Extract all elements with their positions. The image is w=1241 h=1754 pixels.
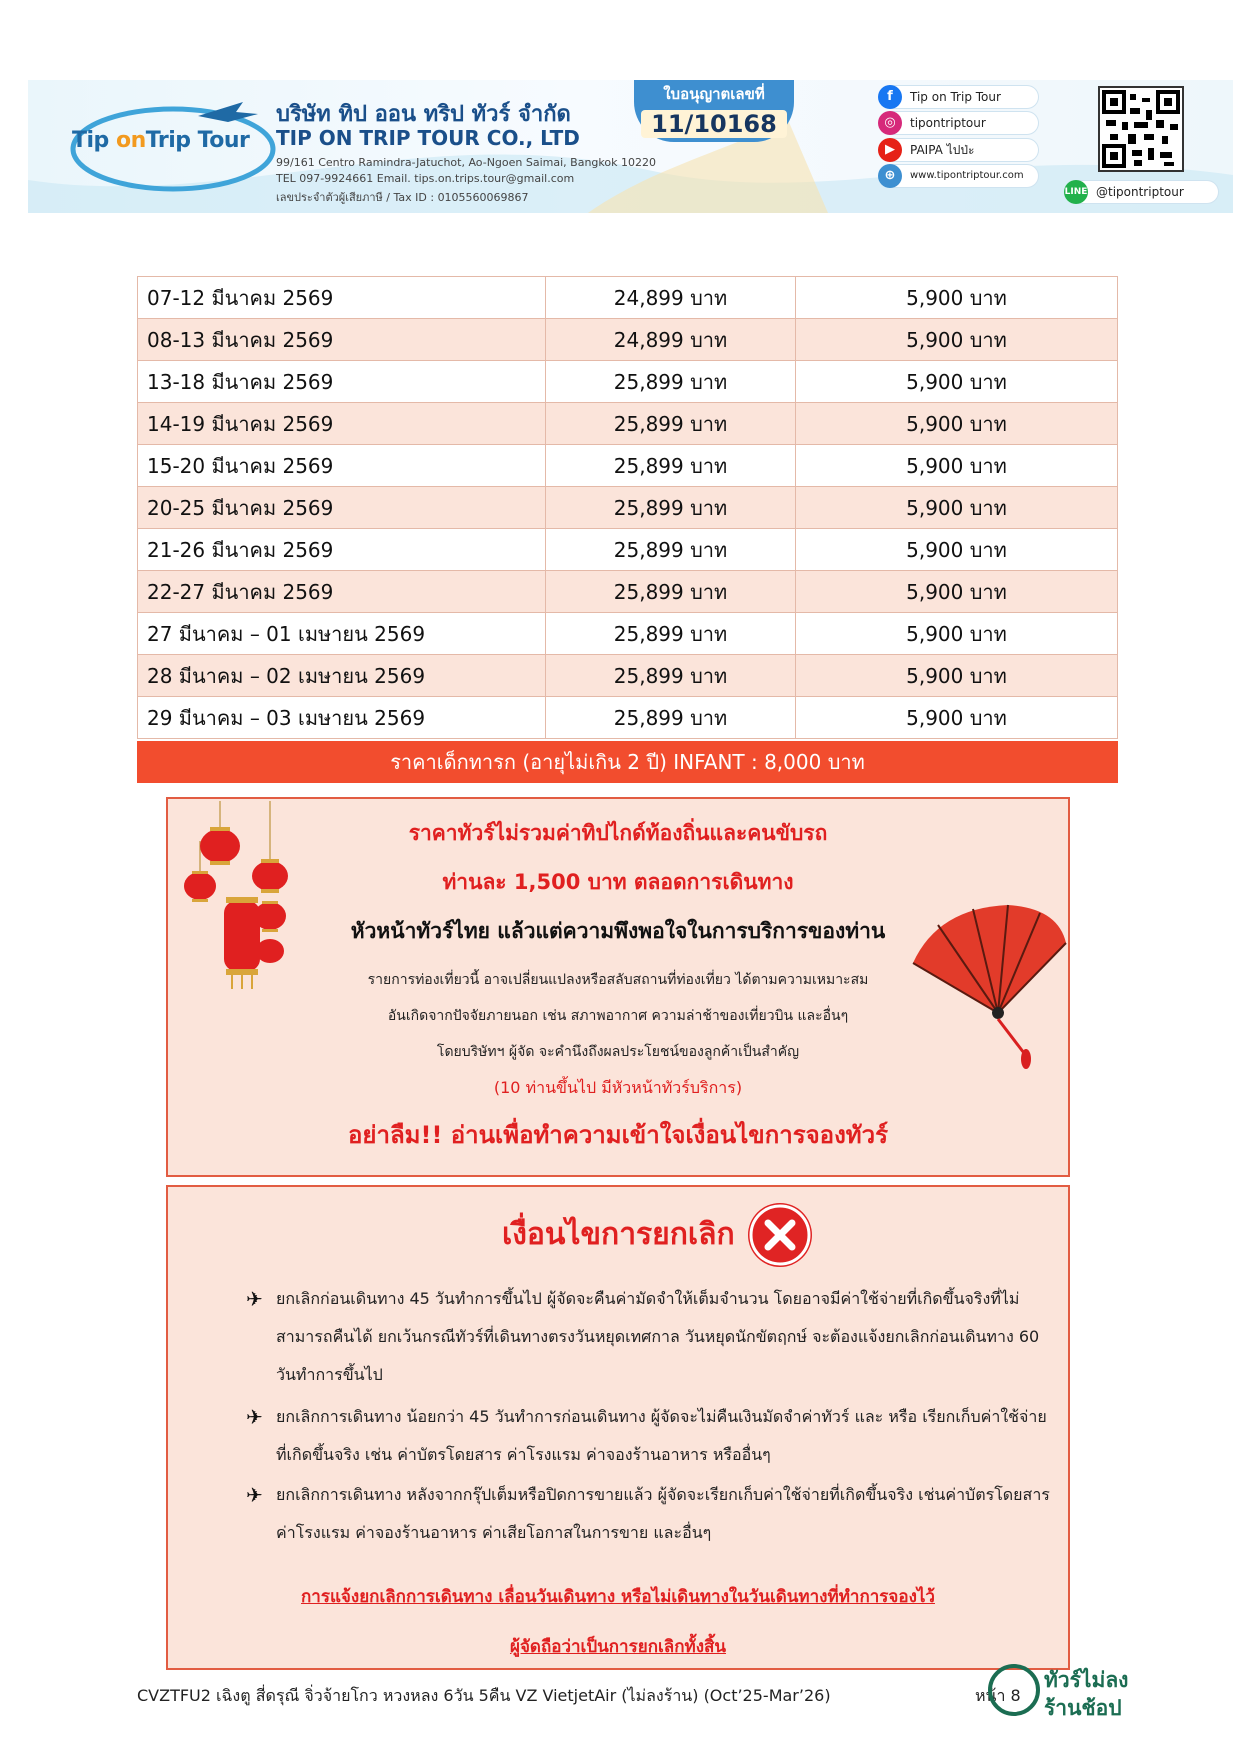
adult-price-cell: 25,899 บาท (546, 403, 796, 445)
no-shop-badge-line1: ทัวร์ไม่ลง (1044, 1668, 1129, 1692)
adult-price-cell: 25,899 บาท (546, 655, 796, 697)
adult-price-cell: 25,899 บาท (546, 487, 796, 529)
price-table (137, 276, 1118, 739)
departure-date-cell: 29 มีนาคม – 03 เมษายน 2569 (138, 697, 546, 739)
airplane-icon: ✈ (246, 1483, 263, 1507)
license-number: 11/10168 (641, 110, 787, 138)
table-row (138, 529, 1118, 571)
company-address: 99/161 Centro Ramindra-Jatuchot, Ao-Ngoen Saimai, Bangkok 10220 (276, 156, 656, 169)
logo-text: Tip onTrip Tour (72, 128, 250, 153)
company-contact: TEL 097-9924661 Email. tips.on.trips.tour@gmail.com (276, 172, 575, 185)
shopping-bag-icon (988, 1664, 1040, 1716)
single-supplement-cell: 5,900 บาท (796, 571, 1118, 613)
note-detail-3: โดยบริษัทฯ ผู้จัด จะคำนึงถึงผลประโยชน์ของลูกค้าเป็นสำคัญ (436, 1044, 800, 1060)
header-banner (28, 80, 1233, 213)
adult-price-cell: 25,899 บาท (546, 571, 796, 613)
single-supplement-cell: 5,900 บาท (796, 319, 1118, 361)
adult-price-cell: 25,899 บาท (546, 445, 796, 487)
cancel-condition-3: ยกเลิกการเดินทาง หลังจากกรุ๊ปเต็มหรือปิดการขายแล้ว ผู้จัดจะเรียกเก็บค่าใช้จ่ายที่เกิดขึ้นจริง เช่นค่าบัตรโดยสาร ค่าโรงแรม ค่าจองร้านอาหาร ค่าเสียโอกาสในการขาย และอื่นๆ (276, 1485, 1050, 1542)
facebook-icon: f (878, 85, 902, 109)
adult-price-cell: 25,899 บาท (546, 697, 796, 739)
table-row (138, 277, 1118, 319)
airplane-icon: ✈ (246, 1405, 263, 1429)
company-name-thai: บริษัท ทิป ออน ทริป ทัวร์ จำกัด (276, 102, 571, 127)
company-tax-id: เลขประจำตัวผู้เสียภาษี / Tax ID : 0105560069867 (276, 191, 529, 204)
page-number: หน้า 8 (975, 1686, 1021, 1705)
departure-date-cell: 27 มีนาคม – 01 เมษายน 2569 (138, 613, 546, 655)
website-icon: ⊕ (878, 164, 902, 188)
single-supplement-cell: 5,900 บาท (796, 277, 1118, 319)
instagram-icon: ◎ (878, 111, 902, 135)
table-row (138, 487, 1118, 529)
infant-price-bar: ราคาเด็กทารก (อายุไม่เกิน 2 ปี) INFANT : 8,000 บาท (137, 741, 1118, 783)
note-tip-amount: ท่านละ 1,500 บาท ตลอดการเดินทาง (442, 870, 794, 894)
adult-price-cell: 24,899 บาท (546, 277, 796, 319)
departure-date-cell: 14-19 มีนาคม 2569 (138, 403, 546, 445)
license-badge (634, 80, 794, 142)
social-line[interactable]: LINE @tipontriptour (1068, 181, 1218, 203)
note-read-conditions: อย่าลืม!! อ่านเพื่อทำความเข้าใจเงื่อนไขการจองทัวร์ (348, 1121, 888, 1149)
departure-date-cell: 07-12 มีนาคม 2569 (138, 277, 546, 319)
note-tip-line: ราคาทัวร์ไม่รวมค่าทิปไกด์ท้องถิ่นและคนขับรถ (408, 821, 828, 845)
social-website[interactable]: ⊕ www.tipontriptour.com (882, 165, 1038, 187)
adult-price-cell: 25,899 บาท (546, 361, 796, 403)
table-row (138, 655, 1118, 697)
adult-price-cell: 25,899 บาท (546, 529, 796, 571)
table-row (138, 319, 1118, 361)
social-facebook[interactable]: f Tip on Trip Tour (882, 86, 1038, 108)
departure-date-cell: 08-13 มีนาคม 2569 (138, 319, 546, 361)
single-supplement-cell: 5,900 บาท (796, 655, 1118, 697)
airplane-icon: ✈ (246, 1287, 263, 1311)
close-icon (748, 1203, 812, 1267)
table-row (138, 361, 1118, 403)
cancellation-title: เงื่อนไขการยกเลิก (502, 1217, 735, 1252)
note-detail-2: อันเกิดจากปัจจัยภายนอก เช่น สภาพอากาศ ความล่าช้าของเที่ยวบิน และอื่นๆ (387, 1008, 849, 1024)
single-supplement-cell: 5,900 บาท (796, 361, 1118, 403)
qr-code (1098, 86, 1184, 172)
social-youtube[interactable]: ▶ PAIPA ไปป่ะ (882, 139, 1038, 161)
note-tour-leader-tip: หัวหน้าทัวร์ไทย แล้วแต่ความพึงพอใจในการบริการของท่าน (350, 919, 886, 943)
social-instagram[interactable]: ◎ tipontriptour (882, 112, 1038, 134)
departure-date-cell: 28 มีนาคม – 02 เมษายน 2569 (138, 655, 546, 697)
single-supplement-cell: 5,900 บาท (796, 529, 1118, 571)
footer-program-code: CVZTFU2 เฉิงตู สี่ดรุณี จิ่วจ้ายโกว หวงหลง 6วัน 5คืน VZ VietjetAir (ไม่ลงร้าน) (Oct’25-Mar’26) (137, 1686, 831, 1705)
single-supplement-cell: 5,900 บาท (796, 487, 1118, 529)
cancel-condition-1: ยกเลิกก่อนเดินทาง 45 วันทำการขึ้นไป ผู้จัดจะคืนค่ามัดจำให้เต็มจำนวน โดยอาจมีค่าใช้จ่ายที่เกิดขึ้นจริงที่ไม่ สามารถคืนได้ ยกเว้นกรณีทัวร์ที่เดินทางตรงวันหยุดเทศกาล วันหยุดนักขัตฤกษ์ จะต้องแจ้งยกเลิกก่อนเดินทาง 60 วันทำการขึ้นไป (276, 1289, 1040, 1384)
cancel-notice-1: การแจ้งยกเลิกการเดินทาง เลื่อนวันเดินทาง หรือไม่เดินทางในวันเดินทางที่ทำการจองไว้ (301, 1587, 935, 1607)
single-supplement-cell: 5,900 บาท (796, 697, 1118, 739)
youtube-icon: ▶ (878, 138, 902, 162)
single-supplement-cell: 5,900 บาท (796, 613, 1118, 655)
table-row (138, 445, 1118, 487)
adult-price-cell: 25,899 บาท (546, 613, 796, 655)
single-supplement-cell: 5,900 บาท (796, 403, 1118, 445)
price-table-body (138, 277, 1118, 739)
cancellation-box (166, 1185, 1070, 1670)
departure-date-cell: 13-18 มีนาคม 2569 (138, 361, 546, 403)
line-icon: LINE (1064, 180, 1088, 204)
cancel-notice-2: ผู้จัดถือว่าเป็นการยกเลิกทั้งสิ้น (509, 1637, 727, 1657)
cancel-condition-2: ยกเลิกการเดินทาง น้อยกว่า 45 วันทำการก่อนเดินทาง ผู้จัดจะไม่คืนเงินมัดจำค่าทัวร์ และ หรือ เรียกเก็บค่าใช้จ่าย ที่เกิดขึ้นจริง เช่น ค่าบัตรโดยสาร ค่าโรงแรม ค่าจองร้านอาหาร หรืออื่นๆ (276, 1407, 1047, 1464)
table-row (138, 697, 1118, 739)
adult-price-cell: 24,899 บาท (546, 319, 796, 361)
no-shop-badge-line2: ร้านช้อป (1044, 1696, 1122, 1720)
tour-note-box (166, 797, 1070, 1177)
departure-date-cell: 15-20 มีนาคม 2569 (138, 445, 546, 487)
single-supplement-cell: 5,900 บาท (796, 445, 1118, 487)
table-row (138, 403, 1118, 445)
table-row (138, 571, 1118, 613)
company-name-english: TIP ON TRIP TOUR CO., LTD (276, 126, 580, 150)
departure-date-cell: 20-25 มีนาคม 2569 (138, 487, 546, 529)
note-tour-leader-condition: (10 ท่านขึ้นไป มีหัวหน้าทัวร์บริการ) (493, 1078, 743, 1097)
departure-date-cell: 21-26 มีนาคม 2569 (138, 529, 546, 571)
license-label: ใบอนุญาตเลขที่ (663, 85, 765, 103)
table-row (138, 613, 1118, 655)
note-detail-1: รายการท่องเที่ยวนี้ อาจเปลี่ยนแปลงหรือสลับสถานที่ท่องเที่ยว ได้ตามความเหมาะสม (367, 972, 869, 988)
departure-date-cell: 22-27 มีนาคม 2569 (138, 571, 546, 613)
